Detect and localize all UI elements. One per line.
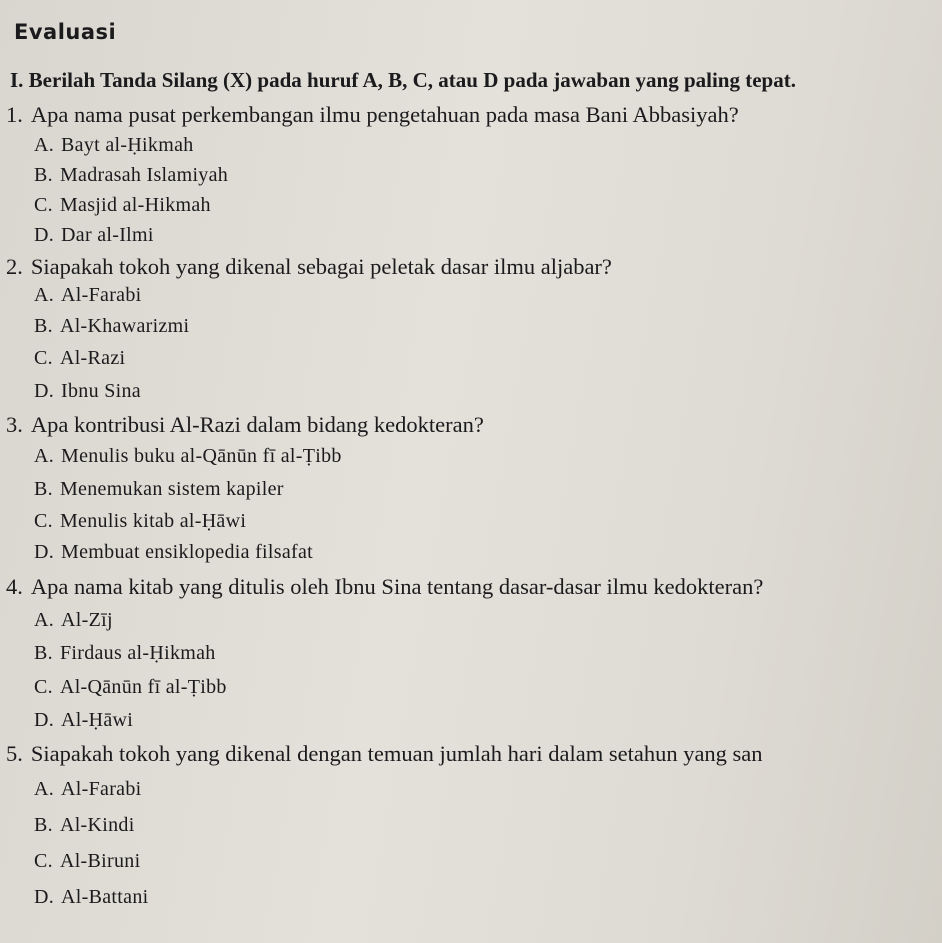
option-text: Ibnu Sina bbox=[61, 380, 141, 402]
option-text: Al-Farabi bbox=[61, 284, 142, 306]
question-5 bbox=[6, 741, 763, 767]
option-letter: A. bbox=[34, 778, 55, 800]
option-3d[interactable] bbox=[34, 541, 313, 564]
option-5a[interactable] bbox=[34, 778, 142, 801]
question-number: 2. bbox=[6, 254, 23, 279]
option-text: Al-Kindi bbox=[59, 814, 135, 836]
option-2d[interactable] bbox=[34, 380, 141, 403]
option-letter: B. bbox=[34, 315, 53, 337]
option-text: Al-Razi bbox=[59, 347, 126, 369]
question-text: Apa nama kitab yang ditulis oleh Ibnu Sina tentang dasar-dasar ilmu kedokteran? bbox=[30, 574, 764, 599]
option-1a[interactable] bbox=[34, 134, 194, 157]
question-number: 3. bbox=[6, 412, 23, 437]
instruction-text: I. Berilah Tanda Silang (X) pada huruf A, B, C, atau D pada jawaban yang paling tepat. bbox=[10, 68, 796, 92]
option-4d[interactable] bbox=[34, 709, 133, 732]
option-text: Firdaus al-Ḥikmah bbox=[59, 642, 216, 664]
option-letter: D. bbox=[34, 380, 55, 402]
option-5d[interactable] bbox=[34, 886, 148, 909]
option-text: Al-Biruni bbox=[59, 850, 141, 872]
option-text: Menemukan sistem kapiler bbox=[59, 478, 284, 500]
option-4c[interactable] bbox=[34, 676, 227, 699]
option-3a[interactable] bbox=[34, 445, 342, 468]
question-number: 4. bbox=[6, 574, 23, 599]
option-letter: C. bbox=[34, 510, 53, 532]
question-2 bbox=[6, 254, 612, 280]
option-letter: B. bbox=[34, 814, 53, 836]
option-letter: B. bbox=[34, 642, 53, 664]
option-4b[interactable] bbox=[34, 642, 216, 665]
option-text: Madrasah Islamiyah bbox=[59, 164, 229, 186]
question-text: Apa nama pusat perkembangan ilmu pengetahuan pada masa Bani Abbasiyah? bbox=[30, 102, 739, 127]
question-3 bbox=[6, 412, 484, 438]
option-letter: D. bbox=[34, 886, 55, 908]
question-4 bbox=[6, 574, 763, 600]
option-text: Bayt al-Ḥikmah bbox=[61, 134, 194, 156]
option-1d[interactable] bbox=[34, 224, 154, 247]
option-text: Membuat ensiklopedia filsafat bbox=[61, 541, 314, 563]
option-text: Menulis buku al-Qānūn fī al-Ṭibb bbox=[61, 445, 342, 467]
option-1b[interactable] bbox=[34, 164, 228, 187]
page-title: Evaluasi bbox=[14, 20, 117, 44]
option-letter: C. bbox=[34, 194, 53, 216]
option-letter: A. bbox=[34, 445, 55, 467]
option-5c[interactable] bbox=[34, 850, 140, 873]
option-text: Al-Qānūn fī al-Ṭibb bbox=[59, 676, 227, 698]
option-2b[interactable] bbox=[34, 315, 189, 338]
option-letter: D. bbox=[34, 224, 55, 246]
option-letter: B. bbox=[34, 478, 53, 500]
option-1c[interactable] bbox=[34, 194, 211, 217]
option-letter: C. bbox=[34, 347, 53, 369]
option-text: Menulis kitab al-Ḥāwi bbox=[59, 510, 247, 532]
question-number: 5. bbox=[6, 741, 23, 766]
option-2a[interactable] bbox=[34, 284, 142, 307]
option-letter: A. bbox=[34, 134, 55, 156]
question-1 bbox=[6, 102, 739, 128]
question-text: Siapakah tokoh yang dikenal sebagai peletak dasar ilmu aljabar? bbox=[30, 254, 612, 279]
question-number: 1. bbox=[6, 102, 23, 127]
option-letter: C. bbox=[34, 676, 53, 698]
option-letter: B. bbox=[34, 164, 53, 186]
option-letter: C. bbox=[34, 850, 53, 872]
option-text: Al-Zīj bbox=[61, 609, 113, 631]
option-5b[interactable] bbox=[34, 814, 135, 837]
option-text: Dar al-Ilmi bbox=[61, 224, 154, 246]
option-letter: D. bbox=[34, 541, 55, 563]
option-letter: A. bbox=[34, 284, 55, 306]
option-text: Al-Farabi bbox=[61, 778, 142, 800]
option-letter: D. bbox=[34, 709, 55, 731]
option-letter: A. bbox=[34, 609, 55, 631]
option-text: Al-Battani bbox=[61, 886, 149, 908]
question-text: Apa kontribusi Al-Razi dalam bidang kedokteran? bbox=[30, 412, 484, 437]
option-2c[interactable] bbox=[34, 347, 125, 370]
option-text: Al-Khawarizmi bbox=[59, 315, 190, 337]
option-3c[interactable] bbox=[34, 510, 246, 533]
question-text: Siapakah tokoh yang dikenal dengan temuan jumlah hari dalam setahun yang san bbox=[30, 741, 763, 766]
option-text: Masjid al-Hikmah bbox=[59, 194, 211, 216]
option-3b[interactable] bbox=[34, 478, 284, 501]
option-text: Al-Ḥāwi bbox=[61, 709, 134, 731]
option-4a[interactable] bbox=[34, 609, 113, 632]
